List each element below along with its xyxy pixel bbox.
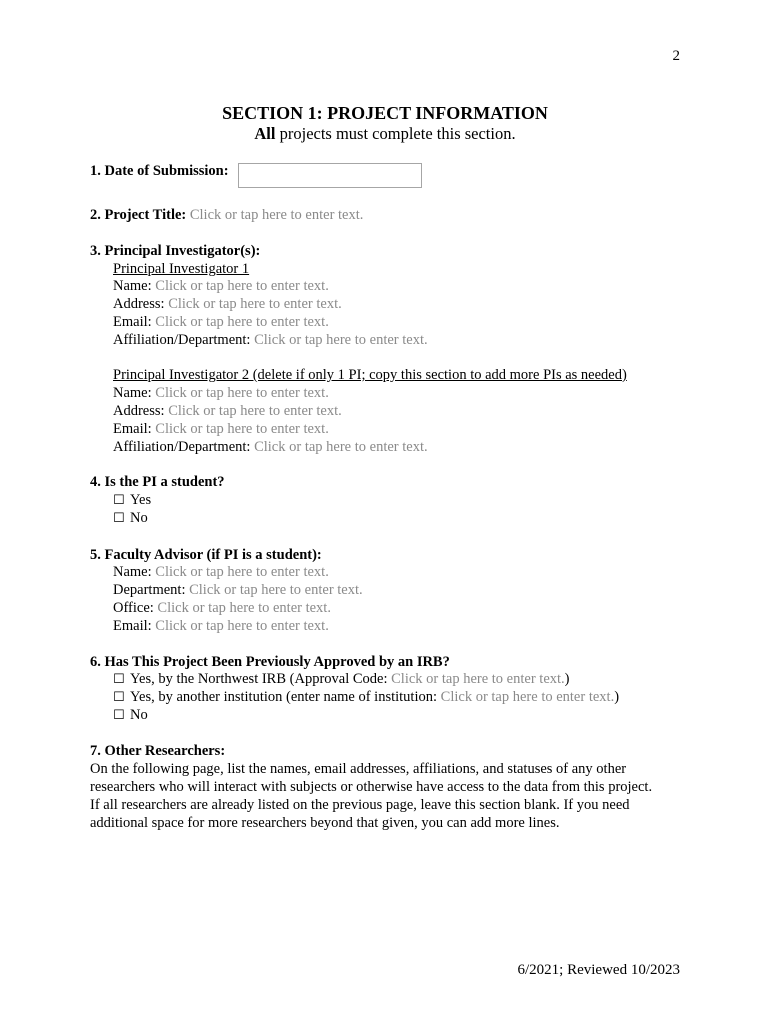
pi1-name-field[interactable]: Click or tap here to enter text. — [155, 278, 329, 294]
project-title-label: 2. Project Title: — [90, 207, 187, 223]
subtitle-bold: All — [254, 124, 276, 143]
other-researchers-label: 7. Other Researchers: — [90, 743, 226, 759]
pi1-name-label: Name: — [113, 278, 152, 294]
pi2-name-field[interactable]: Click or tap here to enter text. — [155, 385, 329, 401]
checkbox-icon[interactable]: ☐ — [113, 493, 125, 508]
approval-code-field[interactable]: Click or tap here to enter text. — [391, 671, 565, 687]
advisor-department-row — [113, 581, 363, 599]
paragraph-line: On the following page, list the names, email addresses, affiliations, and statuses of any other — [90, 761, 627, 777]
irb-approval-label: 6. Has This Project Been Previously Approved by an IRB? — [90, 654, 450, 670]
checkbox-icon[interactable]: ☐ — [113, 708, 125, 723]
pi1-email-row — [113, 313, 329, 331]
irb-northwest-close: ) — [564, 671, 570, 687]
advisor-office-field[interactable]: Click or tap here to enter text. — [157, 600, 331, 616]
irb-other-option[interactable] — [113, 688, 619, 707]
advisor-department-label: Department: — [113, 582, 186, 598]
pi2-email-field[interactable]: Click or tap here to enter text. — [155, 421, 329, 437]
pi-student-yes-label: Yes — [130, 492, 152, 508]
date-of-submission-label: 1. Date of Submission: — [90, 163, 229, 179]
pi1-address-label: Address: — [113, 296, 165, 312]
pi-student-no-option[interactable] — [113, 509, 148, 528]
subtitle-rest: projects must complete this section. — [275, 124, 516, 143]
pi2-address-row — [113, 402, 342, 420]
project-title-field[interactable]: Click or tap here to enter text. — [189, 207, 364, 223]
pi-student-label: 4. Is the PI a student? — [90, 474, 225, 490]
section-title: SECTION 1: PROJECT INFORMATION — [222, 103, 548, 123]
pi2-name-label: Name: — [113, 385, 152, 401]
pi2-email-label: Email: — [113, 421, 152, 437]
project-title-row — [90, 206, 363, 224]
irb-no-option[interactable] — [113, 706, 148, 725]
pi-student-yes-option[interactable] — [113, 491, 151, 510]
institution-name-field[interactable]: Click or tap here to enter text. — [440, 689, 615, 705]
pi2-affiliation-field[interactable]: Click or tap here to enter text. — [254, 439, 428, 455]
advisor-email-label: Email: — [113, 618, 152, 634]
pi2-name-row — [113, 384, 329, 402]
pi1-address-row — [113, 295, 342, 313]
pi1-email-field[interactable]: Click or tap here to enter text. — [155, 314, 329, 330]
pi1-affiliation-label: Affiliation/Department: — [113, 332, 251, 348]
irb-northwest-option[interactable] — [113, 670, 570, 689]
faculty-advisor-label: 5. Faculty Advisor (if PI is a student): — [90, 547, 322, 563]
pi1-affiliation-row — [113, 331, 428, 349]
pi1-address-field[interactable]: Click or tap here to enter text. — [168, 296, 342, 312]
page-number: 2 — [672, 48, 680, 64]
checkbox-icon[interactable]: ☐ — [113, 672, 125, 687]
pi2-affiliation-label: Affiliation/Department: — [113, 439, 251, 455]
pi2-heading: Principal Investigator 2 (delete if only 1 PI; copy this section to add more PIs as needed) — [113, 367, 627, 383]
irb-other-label: Yes, by another institution (enter name of institution: — [130, 689, 441, 705]
paragraph-line: researchers who will interact with subjects or otherwise have access to the data from this project. — [90, 779, 653, 795]
pi1-name-row — [113, 277, 329, 295]
pi2-email-row — [113, 420, 329, 438]
pi-section-label: 3. Principal Investigator(s): — [90, 243, 261, 259]
pi2-address-label: Address: — [113, 403, 165, 419]
advisor-office-row — [113, 599, 331, 617]
section-subtitle — [0, 124, 770, 144]
advisor-department-field[interactable]: Click or tap here to enter text. — [189, 582, 363, 598]
advisor-email-field[interactable]: Click or tap here to enter text. — [155, 618, 329, 634]
pi-student-no-label: No — [130, 510, 148, 526]
irb-northwest-label: Yes, by the Northwest IRB (Approval Code: — [130, 671, 392, 687]
pi2-address-field[interactable]: Click or tap here to enter text. — [168, 403, 342, 419]
checkbox-icon[interactable]: ☐ — [113, 690, 125, 705]
date-of-submission-field[interactable] — [238, 163, 422, 188]
irb-other-close: ) — [614, 689, 620, 705]
advisor-name-label: Name: — [113, 564, 152, 580]
advisor-name-field[interactable]: Click or tap here to enter text. — [155, 564, 329, 580]
advisor-email-row — [113, 617, 329, 635]
footer-date: 6/2021; Reviewed 10/2023 — [517, 962, 680, 978]
checkbox-icon[interactable]: ☐ — [113, 511, 125, 526]
paragraph-line: additional space for more researchers beyond that given, you can add more lines. — [90, 815, 560, 831]
paragraph-line: If all researchers are already listed on the previous page, leave this section blank. If you need — [90, 797, 630, 813]
irb-no-label: No — [130, 707, 148, 723]
pi1-email-label: Email: — [113, 314, 152, 330]
pi2-affiliation-row — [113, 438, 428, 456]
advisor-name-row — [113, 563, 329, 581]
pi1-affiliation-field[interactable]: Click or tap here to enter text. — [254, 332, 428, 348]
advisor-office-label: Office: — [113, 600, 154, 616]
other-researchers-paragraph — [90, 760, 690, 832]
pi1-heading: Principal Investigator 1 — [113, 261, 250, 277]
